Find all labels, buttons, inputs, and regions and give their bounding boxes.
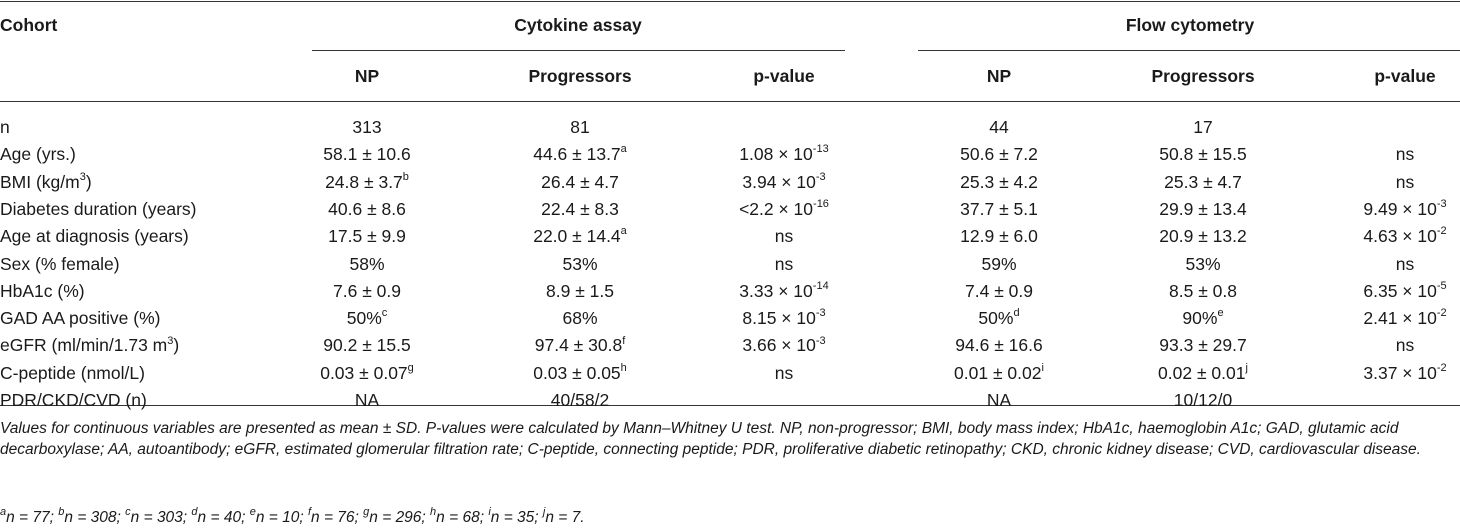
- table-cell: 37.7 ± 5.1: [960, 198, 1038, 219]
- row-label: HbA1c (%): [0, 280, 85, 301]
- note-text: n = 68;: [436, 509, 489, 526]
- table-cell: $3.66 \times 10^{-3}$: [742, 334, 826, 356]
- note-marker: j: [542, 505, 546, 518]
- note-text: n = 308;: [64, 509, 126, 526]
- table-cell: 50.6 ± 7.2: [960, 144, 1038, 165]
- note-marker: h: [430, 505, 437, 518]
- col-header-pvalue-cytokine: p-value: [753, 66, 815, 86]
- table-cell: 50%$^d$: [978, 307, 1020, 329]
- row-label: C-peptide (nmol/L): [0, 362, 145, 383]
- table-cell: 90.2 ± 15.5: [323, 335, 411, 356]
- table-footnote: Values for continuous variables are presented as mean ± SD. P-values were calculated by Mann–Whitney U test. NP, non-progressor; BMI, body mass index; HbA1c, haemoglobin A1c; GAD, glutamic acid decarboxylase; AA, autoantibody; eGFR, estimated glomerular filtration rate; C-peptide, connecting peptide; PDR, proliferative diabetic retinopathy; CKD, chronic kidney disease; CVD, cardiovascular disease.: [0, 420, 1421, 458]
- table-cell: ns: [1395, 171, 1415, 192]
- table-cell: $<2.2 \times 10^{-16}$: [739, 198, 829, 219]
- table-cell: $6.35 \times 10^{-5}$: [1363, 279, 1447, 301]
- table-cell: NA: [986, 390, 1012, 410]
- row-label: eGFR (ml/min/1.73 $m^3$): [0, 334, 180, 356]
- table-cell: 68%: [562, 308, 598, 329]
- table-cell: $3.33 \times 10^{-14}$: [739, 279, 829, 301]
- note-text: n = 10;: [255, 509, 308, 526]
- table-cell: 53%: [562, 253, 598, 274]
- table-cell: 40.6 ± 8.6: [328, 198, 406, 219]
- flow-group-rule: [918, 50, 1460, 51]
- cohort-header: Cohort: [0, 15, 58, 35]
- note-marker: c: [125, 505, 131, 518]
- col-header-np-cytokine: NP: [354, 66, 380, 86]
- table-cell: 22.0 ± 14.4$^a$: [533, 225, 627, 247]
- header-bottom-rule: [0, 101, 1460, 102]
- table-cell: 8.5 ± 0.8: [1169, 280, 1237, 301]
- table-cell: 50.8 ± 15.5: [1159, 144, 1247, 165]
- table-cell: 20.9 ± 13.2: [1159, 226, 1247, 247]
- table-cell: $0.02 \pm 0.01^j$: [1158, 361, 1248, 383]
- table-cell: $3.37 \times 10^{-2}$: [1363, 361, 1447, 383]
- table-cell: $4.63 \times 10^{-2}$: [1363, 225, 1447, 247]
- table-cell: $3.94 \times 10^{-3}$: [742, 170, 826, 192]
- table-cell: ns: [1395, 144, 1415, 165]
- table-cell: 44: [989, 117, 1009, 137]
- row-label: n: [0, 117, 10, 137]
- cytokine-group-header: Cytokine assay: [514, 15, 642, 35]
- note-text: n = 296;: [369, 509, 431, 526]
- table-cell: 53%: [1185, 253, 1221, 274]
- table-cell: ns: [774, 362, 794, 383]
- row-label: Sex (% female): [0, 253, 120, 274]
- table-cell: 22.4 ± 8.3: [541, 198, 619, 219]
- table-cell: 29.9 ± 13.4: [1159, 198, 1247, 219]
- table-cell: $0.01 \pm 0.02^i$: [954, 361, 1044, 383]
- note-marker: a: [0, 505, 7, 518]
- note-marker: i: [488, 505, 491, 518]
- note-text: n = 303;: [130, 509, 192, 526]
- table-top-rule: [0, 1, 1460, 2]
- table-cell: 12.9 ± 6.0: [960, 226, 1038, 247]
- row-label: Diabetes duration (years): [0, 198, 197, 219]
- note-marker: b: [58, 505, 65, 518]
- table-bottom-rule: [0, 405, 1460, 406]
- note-marker: d: [191, 505, 198, 518]
- note-text: n = 76;: [311, 509, 364, 526]
- table-cell: ns: [1395, 253, 1415, 274]
- flow-group-header: Flow cytometry: [1125, 15, 1255, 35]
- row-label: GAD AA positive (%): [0, 308, 161, 329]
- col-header-pvalue-flow: p-value: [1374, 66, 1436, 86]
- note-text: n = 77;: [6, 509, 59, 526]
- table-cell: $2.41 \times 10^{-2}$: [1363, 307, 1447, 329]
- table-cell: 25.3 ± 4.7: [1164, 171, 1242, 192]
- table-cell: 7.4 ± 0.9: [965, 280, 1033, 301]
- table-cell: 50%$^c$: [346, 307, 388, 329]
- table-cell: 0.03 ± 0.05$^h$: [533, 361, 627, 383]
- row-label: PDR/CKD/CVD (n): [0, 390, 147, 410]
- table-cell: 59%: [981, 253, 1017, 274]
- table-cell: 26.4 ± 4.7: [541, 171, 619, 192]
- table-cell: 40/58/2: [550, 390, 610, 410]
- cytokine-group-rule: [312, 50, 845, 51]
- table-cell: 8.9 ± 1.5: [546, 280, 614, 301]
- row-label: Age at diagnosis (years): [0, 226, 189, 247]
- table-cell: 10/12/0: [1173, 390, 1233, 410]
- table-cell: 7.6 ± 0.9: [333, 280, 401, 301]
- note-marker: g: [363, 505, 370, 518]
- note-text: n = 35;: [490, 509, 543, 526]
- table-cell: NA: [354, 390, 380, 410]
- table-cell: $1.08 \times 10^{-13}$: [739, 143, 829, 165]
- note-text: n = 40;: [197, 509, 250, 526]
- note-marker: e: [249, 505, 256, 518]
- table-cell: 44.6 ± 13.7$^a$: [533, 143, 627, 165]
- note-text: n = 7.: [545, 509, 585, 526]
- sample-size-notes: [0, 507, 1460, 528]
- table-cell: 0.03 ± 0.07$^g$: [320, 361, 414, 383]
- table-cell: 313: [352, 117, 382, 137]
- table-cell: 17.5 ± 9.9: [328, 226, 406, 247]
- table-cell: ns: [774, 253, 794, 274]
- col-header-np-flow: NP: [986, 66, 1012, 86]
- note-marker: f: [307, 505, 312, 518]
- row-label: BMI $(kg/m^3)$: [0, 170, 92, 192]
- table-cell: 25.3 ± 4.2: [960, 171, 1038, 192]
- table-cell: 93.3 ± 29.7: [1159, 335, 1247, 356]
- table-cell: 90%$^e$: [1182, 307, 1224, 329]
- row-label: Age (yrs.): [0, 144, 76, 165]
- table-cell: 17: [1193, 117, 1213, 137]
- col-header-progressors-cytokine: Progressors: [528, 66, 632, 86]
- table-cell: ns: [774, 226, 794, 247]
- table-cell: $9.49 \times 10^{-3}$: [1363, 198, 1447, 219]
- table-cell: ns: [1395, 335, 1415, 356]
- table-cell: 97.4 ± 30.8$^f$: [534, 334, 626, 356]
- table-cell: 24.8 ± 3.7$^b$: [325, 170, 409, 192]
- table-cell: 58%: [349, 253, 385, 274]
- table-cell: $8.15 \times 10^{-3}$: [742, 307, 826, 329]
- col-header-progressors-flow: Progressors: [1151, 66, 1255, 86]
- table-cell: 81: [570, 117, 590, 137]
- table-cell: 58.1 ± 10.6: [323, 144, 411, 165]
- table-cell: 94.6 ± 16.6: [955, 335, 1043, 356]
